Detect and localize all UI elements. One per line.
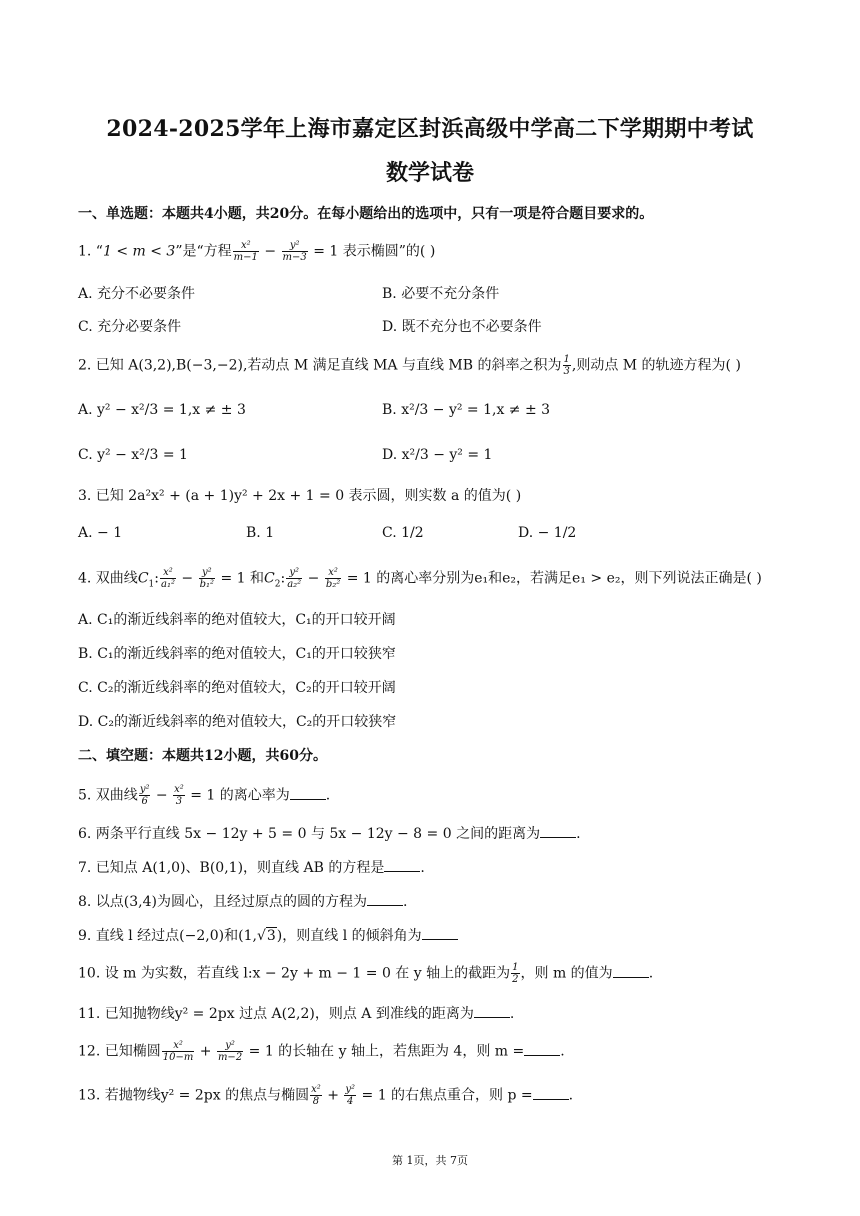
q2-option-c[interactable]: C. y² − x²/3 = 1 <box>78 447 188 463</box>
fraction: $\frac{\text{x²}}{\text{b₂²}}$ <box>325 567 341 590</box>
q4-option-d[interactable]: D. C₂的渐近线斜率的绝对值较大，C₂的开口较狭窄 <box>78 714 397 730</box>
q4-option-b[interactable]: B. C₁的渐近线斜率的绝对值较大，C₁的开口较狭窄 <box>78 646 396 662</box>
question-10: 10. 设 m 为实数，若直线 l:x − 2y + m − 1 = 0 在 y 轴上的截距为 $\frac{1}{2}$ ，则 m 的值为 . <box>78 962 654 985</box>
question-8: 8. 以点(3,4)为圆心，且经过原点的圆的方程为 . <box>78 894 408 910</box>
answer-blank[interactable] <box>367 893 403 906</box>
fraction: $\frac{1}{3}$ <box>563 354 570 377</box>
q3-option-c[interactable]: C. 1/2 <box>382 525 424 541</box>
fraction: $\frac{\text{y²}}{4}$ <box>345 1084 356 1107</box>
q2-option-b[interactable]: B. x²/3 − y² = 1,x ≠ ± 3 <box>382 402 551 418</box>
section-2-heading: 二、填空题：本题共12小题，共60分。 <box>78 748 327 764</box>
exam-title: 2024-2025学年上海市嘉定区封浜高级中学高二下学期期中考试 <box>106 116 754 142</box>
question-4: 4. 双曲线$C_1$: $\frac{\text{x²}}{\text{a₁²}}$ − $\frac{\text{y²}}{\text{b₁²}}$ = 1 和$C_2$: $\frac{\text{y²}}{\text{a₂²}}$ − $\frac{\text{x²}}{\text{b₂²}}$ = 1 的离心率分别为e₁和e₂，若满足e₁ > e₂，则下列说法正确是( ) <box>78 567 762 590</box>
fraction: $\frac{\text{y²}}{6}$ <box>139 784 150 807</box>
q4-option-c[interactable]: C. C₂的渐近线斜率的绝对值较大，C₂的开口较开阔 <box>78 680 396 696</box>
answer-blank[interactable] <box>384 859 420 872</box>
section-1-heading: 一、单选题：本题共4小题，共20分。在每小题给出的选项中，只有一项是符合题目要求的。 <box>78 206 654 222</box>
q3-option-a[interactable]: A. − 1 <box>78 525 123 541</box>
answer-blank[interactable] <box>290 787 326 800</box>
q3-option-b[interactable]: B. 1 <box>246 525 275 541</box>
question-5: 5. 双曲线 $\frac{\text{y²}}{6}$ − $\frac{\text{x²}}{3}$ = 1 的离心率为 . <box>78 784 331 807</box>
question-7: 7. 已知点 A(1,0)、B(0,1)，则直线 AB 的方程是 . <box>78 860 425 876</box>
answer-blank[interactable] <box>422 927 458 940</box>
fraction: $\frac{\text{x²}}{m-1}$ <box>233 240 258 263</box>
q1-option-c[interactable]: C. 充分必要条件 <box>78 319 182 335</box>
q2-option-a[interactable]: A. y² − x²/3 = 1,x ≠ ± 3 <box>78 402 246 418</box>
answer-blank[interactable] <box>533 1087 569 1100</box>
question-6: 6. 两条平行直线 5x − 12y + 5 = 0 与 5x − 12y − 8 = 0 之间的距离为 . <box>78 826 581 842</box>
answer-blank[interactable] <box>613 965 649 978</box>
question-3: 3. 已知 2a²x² + (a + 1)y² + 2x + 1 = 0 表示圆，则实数 a 的值为( ) <box>78 488 522 504</box>
fraction: $\frac{1}{2}$ <box>512 962 519 985</box>
question-1: 1. “1 < m < 3”是“方程 $\frac{\text{x²}}{m-1}$ − $\frac{\text{y²}}{m-3}$ = 1 表示椭圆”的( ) <box>78 240 436 263</box>
question-12: 12. 已知椭圆 $\frac{\text{x²}}{10-m}$ + $\frac{\text{y²}}{m-2}$ = 1 的长轴在 y 轴上，若焦距为 4，则 m = . <box>78 1040 565 1063</box>
fraction: $\frac{\text{x²}}{3}$ <box>174 784 184 807</box>
page-footer: 第 1页，共 7页 <box>392 1154 468 1167</box>
answer-blank[interactable] <box>540 825 576 838</box>
fraction: $\frac{\text{x²}}{8}$ <box>311 1084 321 1107</box>
fraction: $\frac{\text{y²}}{m-2}$ <box>217 1040 243 1063</box>
q1-option-d[interactable]: D. 既不充分也不必要条件 <box>382 319 542 335</box>
q1-option-b[interactable]: B. 必要不充分条件 <box>382 286 500 302</box>
q4-option-a[interactable]: A. C₁的渐近线斜率的绝对值较大，C₁的开口较开阔 <box>78 612 396 628</box>
answer-blank[interactable] <box>474 1005 510 1018</box>
fraction: $\frac{\text{y²}}{\text{a₂²}}$ <box>287 567 302 590</box>
fraction: $\frac{\text{x²}}{10-m}$ <box>162 1040 194 1063</box>
question-9: 9. 直线 l 经过点(−2,0)和(1,√3)，则直线 l 的倾斜角为 <box>78 925 458 945</box>
question-13: 13. 若抛物线y² = 2px 的焦点与椭圆 $\frac{\text{x²}}{8}$ + $\frac{\text{y²}}{4}$ = 1 的右焦点重合，则 p = . <box>78 1084 574 1107</box>
question-2: 2. 已知 A(3,2),B(−3,−2),若动点 M 满足直线 MA 与直线 MB 的斜率之积为 $\frac{1}{3}$ ,则动点 M 的轨迹方程为( ) <box>78 354 741 377</box>
q3-option-d[interactable]: D. − 1/2 <box>518 525 577 541</box>
q2-option-d[interactable]: D. x²/3 − y² = 1 <box>382 447 493 463</box>
answer-blank[interactable] <box>524 1043 560 1056</box>
question-11: 11. 已知抛物线y² = 2px 过点 A(2,2)，则点 A 到准线的距离为 . <box>78 1006 515 1022</box>
fraction: $\frac{\text{y²}}{m-3}$ <box>282 240 307 263</box>
exam-subtitle: 数学试卷 <box>385 160 474 186</box>
fraction: $\frac{\text{x²}}{\text{a₁²}}$ <box>160 567 175 590</box>
fraction: $\frac{\text{y²}}{\text{b₁²}}$ <box>199 567 215 590</box>
q1-option-a[interactable]: A. 充分不必要条件 <box>78 286 196 302</box>
